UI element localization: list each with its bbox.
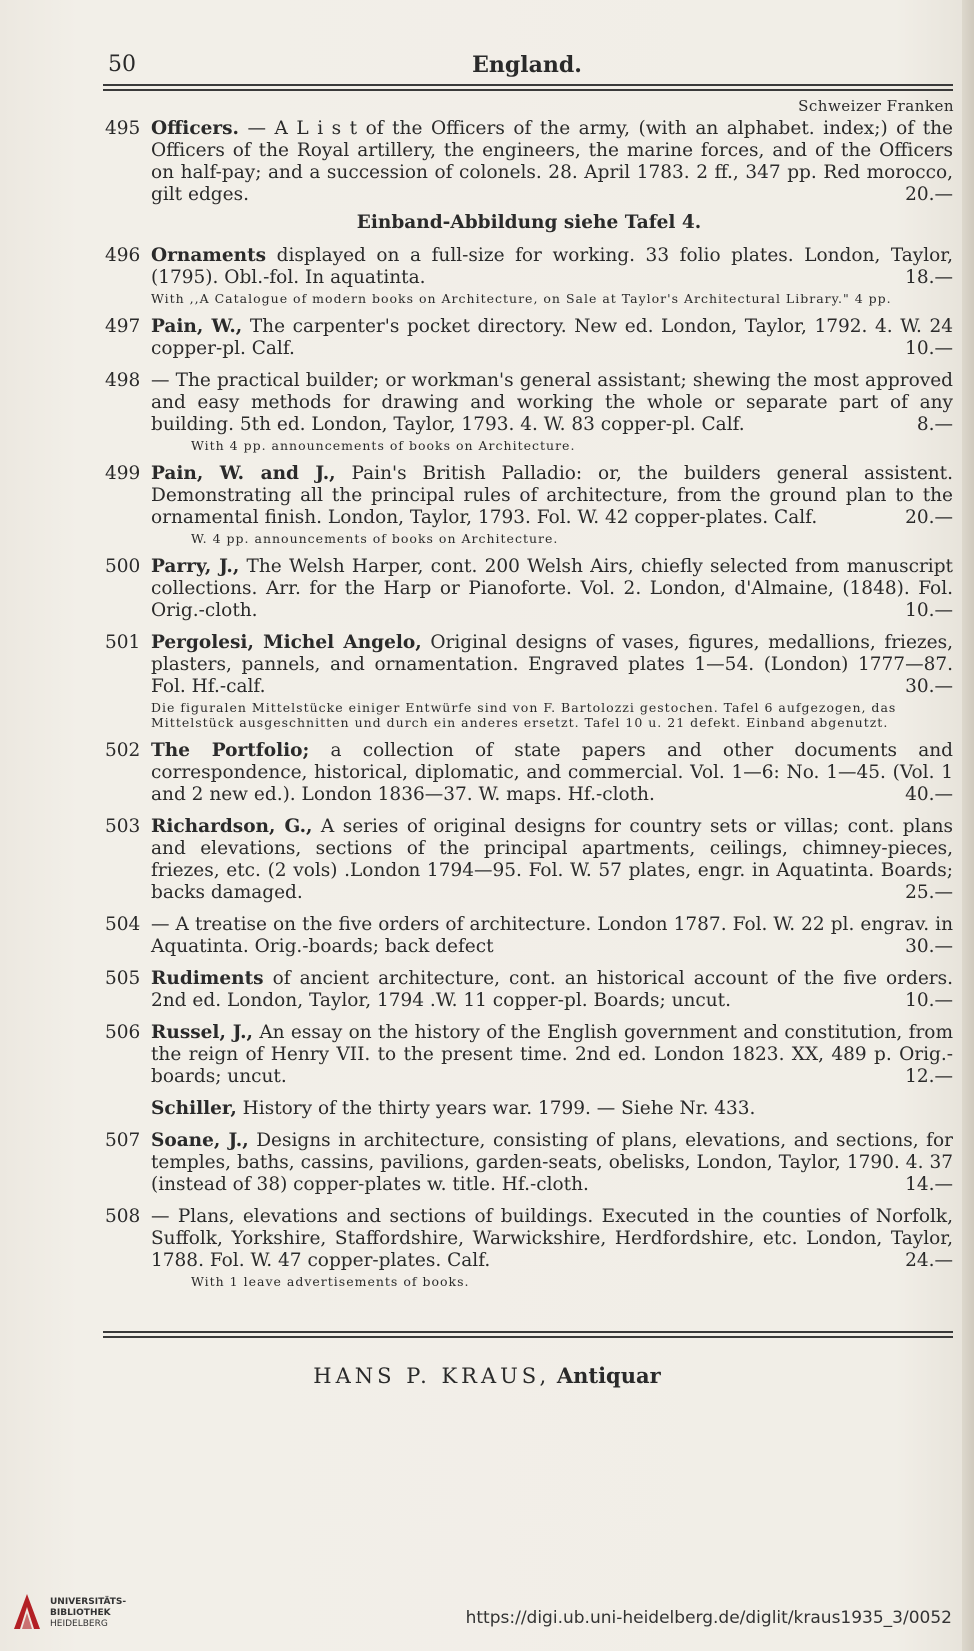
catalog-entry bbox=[105, 1022, 953, 1088]
library-logo[interactable] bbox=[10, 1591, 126, 1635]
entry-note: With 4 pp. announcements of books on Architecture. bbox=[191, 438, 576, 453]
entry-number: 506 bbox=[105, 1022, 141, 1043]
entry-text: — A treatise on the five orders of architecture. London 1787. Fol. W. 22 pl. engrav. in Aquatinta. Orig.-boards; back defect bbox=[151, 914, 953, 957]
entry-body bbox=[151, 1130, 953, 1196]
catalog-entry bbox=[105, 1130, 953, 1196]
catalog-entry bbox=[105, 632, 953, 730]
entry-author: Pain, W. and J., bbox=[151, 463, 336, 484]
entry-note: With 1 leave advertisements of books. bbox=[191, 1274, 470, 1289]
header-rule bbox=[103, 84, 953, 86]
entry-number: 500 bbox=[105, 556, 141, 577]
entry-price: 30.— bbox=[905, 676, 953, 697]
entry-number: 501 bbox=[105, 632, 141, 653]
entry-text: — A L i s t of the Officers of the army, (with an alphabet. index;) of the Officers of the Royal artillery, the engineers, the marine forces, and of the Officers on half-pay; and a succession of colonels. 28. April 1783. 2 ff., 347 pp. Red morocco, gilt edges. bbox=[151, 118, 953, 205]
entry-body bbox=[151, 118, 953, 206]
entry-number: 495 bbox=[105, 118, 141, 139]
entry-number: 497 bbox=[105, 316, 141, 337]
entry-note: Die figuralen Mittelstücke einiger Entwürfe sind von F. Bartolozzi gestochen. Tafel 6 aufgezogen, das Mittelstück ausgeschnitten und durch ein anderes ersetzt. Tafel 10 u. 21 defekt. Einband abgenutzt. bbox=[151, 700, 897, 730]
catalog-entry bbox=[105, 1206, 953, 1289]
entry-author: Rudiments bbox=[151, 968, 264, 989]
entry-author: Russel, J., bbox=[151, 1022, 253, 1043]
entry-author: Officers. bbox=[151, 118, 239, 139]
entry-price: 18.— bbox=[905, 267, 953, 288]
entry-text: Original designs of vases, figures, medallions, friezes, plasters, pannels, and ornamentation. Engraved plates 1—54. (London) 1777—87. Fol. Hf.-calf. bbox=[151, 632, 953, 697]
page-edge bbox=[962, 0, 974, 1651]
entry-body bbox=[151, 370, 953, 436]
entry-text: An essay on the history of the English government and constitution, from the reign of Henry VII. to the present time. 2nd ed. London 1823. XX, 489 p. Orig.-boards; uncut. bbox=[151, 1022, 953, 1087]
entry-text: displayed on a full-size for working. 33 folio plates. London, Taylor, (1795). Obl.-fol. In aquatinta. bbox=[151, 245, 953, 288]
entry-author: Schiller, bbox=[151, 1098, 237, 1119]
catalog-entry bbox=[105, 245, 953, 306]
entry-text: a collection of state papers and other documents and correspondence, historical, diplomatic, and commercial. Vol. 1—6: No. 1—45. (Vol. 1 and 2 new ed.). London 1836—37. W. maps. Hf.-cloth. bbox=[151, 740, 953, 805]
catalog-entry bbox=[105, 914, 953, 958]
entry-body bbox=[151, 968, 953, 1012]
catalog-entry bbox=[105, 968, 953, 1012]
dealer-name: HANS P. KRAUS, bbox=[313, 1364, 551, 1388]
entry-text: History of the thirty years war. 1799. — Siehe Nr. 433. bbox=[236, 1098, 756, 1119]
entry-price: 8.— bbox=[916, 414, 953, 435]
entry-note: With ,,A Catalogue of modern books on Architecture, on Sale at Taylor's Architectural Library." 4 pp. bbox=[151, 291, 892, 306]
entry-price: 20.— bbox=[905, 507, 953, 528]
entry-body bbox=[151, 914, 953, 958]
catalog-entry bbox=[105, 118, 953, 206]
catalog-entry bbox=[105, 556, 953, 622]
entry-note: W. 4 pp. announcements of books on Architecture. bbox=[191, 531, 559, 546]
entry-price: 24.— bbox=[905, 1250, 953, 1271]
currency-label: Schweizer Franken bbox=[798, 97, 954, 115]
catalog-entry bbox=[105, 316, 953, 360]
entry-body bbox=[151, 632, 953, 698]
entry-number: 504 bbox=[105, 914, 141, 935]
entry-number: 503 bbox=[105, 816, 141, 837]
entry-number: 508 bbox=[105, 1206, 141, 1227]
entry-text: Designs in architecture, consisting of plans, elevations, and sections, for temples, baths, cassins, pavilions, garden-seats, obelisks, London, Taylor, 1790. 4. 37 (instead of 38) copper-plates w. title. Hf.-cloth. bbox=[151, 1130, 953, 1195]
page-number: 50 bbox=[108, 52, 136, 77]
catalog-entry bbox=[105, 463, 953, 546]
catalog-entry bbox=[105, 816, 953, 904]
entry-price: 10.— bbox=[905, 338, 953, 359]
entry-number: 496 bbox=[105, 245, 141, 266]
entry-text: Pain's British Palladio: or, the builders general assistent. Demonstrating all the principal rules of architecture, from the ground plan to the ornamental finish. London, Taylor, 1793. Fol. W. 42 copper-plates. Calf. bbox=[151, 463, 953, 528]
entry-price: 20.— bbox=[905, 184, 953, 205]
cross-reference bbox=[105, 1098, 953, 1120]
entry-author: Soane, J., bbox=[151, 1130, 249, 1151]
entry-number: 502 bbox=[105, 740, 141, 761]
entry-body bbox=[151, 1206, 953, 1272]
entry-author: Parry, J., bbox=[151, 556, 240, 577]
entry-text: A series of original designs for country sets or villas; cont. plans and elevations, sections of the principal apartments, ceilings, chimney-pieces, friezes, etc. (2 vols) .London 1794—95. Fol. W. 57 plates, engr. in Aquatinta. Boards; backs damaged. bbox=[151, 816, 953, 903]
entry-price: 25.— bbox=[905, 882, 953, 903]
entry-text: The carpenter's pocket directory. New ed. London, Taylor, 1792. 4. W. 24 copper-pl. Calf. bbox=[151, 316, 953, 359]
entry-author: Richardson, G., bbox=[151, 816, 313, 837]
catalog-entry bbox=[105, 740, 953, 806]
entry-body bbox=[151, 245, 953, 289]
entry-author: The Portfolio; bbox=[151, 740, 310, 761]
dealer-role: Antiquar bbox=[556, 1363, 661, 1388]
library-name: UNIVERSITÄTS- BIBLIOTHEK HEIDELBERG bbox=[50, 1596, 127, 1629]
entry-text: — The practical builder; or workman's general assistant; shewing the most approved and easy methods for drawing and working the whole or separate part of any building. 5th ed. London, Taylor, 1793. 4. W. 83 copper-pl. Calf. bbox=[151, 370, 953, 435]
catalog-entry bbox=[105, 370, 953, 453]
entry-number: 507 bbox=[105, 1130, 141, 1151]
entry-price: 40.— bbox=[905, 784, 953, 805]
entry-body bbox=[151, 463, 953, 529]
entry-author: Ornaments bbox=[151, 245, 267, 266]
entry-number: 499 bbox=[105, 463, 141, 484]
footer-rule bbox=[103, 1331, 953, 1333]
entry-author: Pain, W., bbox=[151, 316, 243, 337]
entry-price: 14.— bbox=[905, 1174, 953, 1195]
entry-author: Pergolesi, Michel Angelo, bbox=[151, 632, 422, 653]
page-title: England. bbox=[472, 52, 582, 78]
entry-text: of ancient architecture, cont. an historical account of the five orders. 2nd ed. London, Taylor, 1794 .W. 11 copper-pl. Boards; uncut. bbox=[151, 968, 953, 1011]
entry-price: 12.— bbox=[905, 1066, 953, 1087]
entry-body bbox=[151, 816, 953, 904]
illustration-note: Einband-Abbildung siehe Tafel 4. bbox=[356, 212, 702, 233]
footer-rule-2 bbox=[103, 1336, 953, 1338]
library-seal-icon bbox=[10, 1591, 44, 1635]
entry-price: 10.— bbox=[905, 600, 953, 621]
entry-price: 30.— bbox=[905, 936, 953, 957]
entry-number: 498 bbox=[105, 370, 141, 391]
entry-text: The Welsh Harper, cont. 200 Welsh Airs, chiefly selected from manuscript collections. Arr. for the Harp or Pianoforte. Vol. 2. London, d'Almaine, (1848). Fol. Orig.-cloth. bbox=[151, 556, 953, 621]
entries-list bbox=[105, 118, 953, 1299]
source-url[interactable]: https://digi.ub.uni-heidelberg.de/diglit/kraus1935_3/0052 bbox=[465, 1608, 952, 1628]
entry-number: 505 bbox=[105, 968, 141, 989]
entry-price: 10.— bbox=[905, 990, 953, 1011]
footer-imprint bbox=[0, 1363, 974, 1388]
entry-body bbox=[151, 740, 953, 806]
entry-body bbox=[151, 1022, 953, 1088]
entry-body bbox=[151, 316, 953, 360]
header-rule-2 bbox=[103, 89, 953, 91]
entry-body bbox=[151, 556, 953, 622]
entry-text: — Plans, elevations and sections of buildings. Executed in the counties of Norfolk, Suffolk, Yorkshire, Staffordshire, Warwickshire, Herdfordshire, etc. London, Taylor, 1788. Fol. W. 47 copper-plates. Calf. bbox=[151, 1206, 953, 1271]
